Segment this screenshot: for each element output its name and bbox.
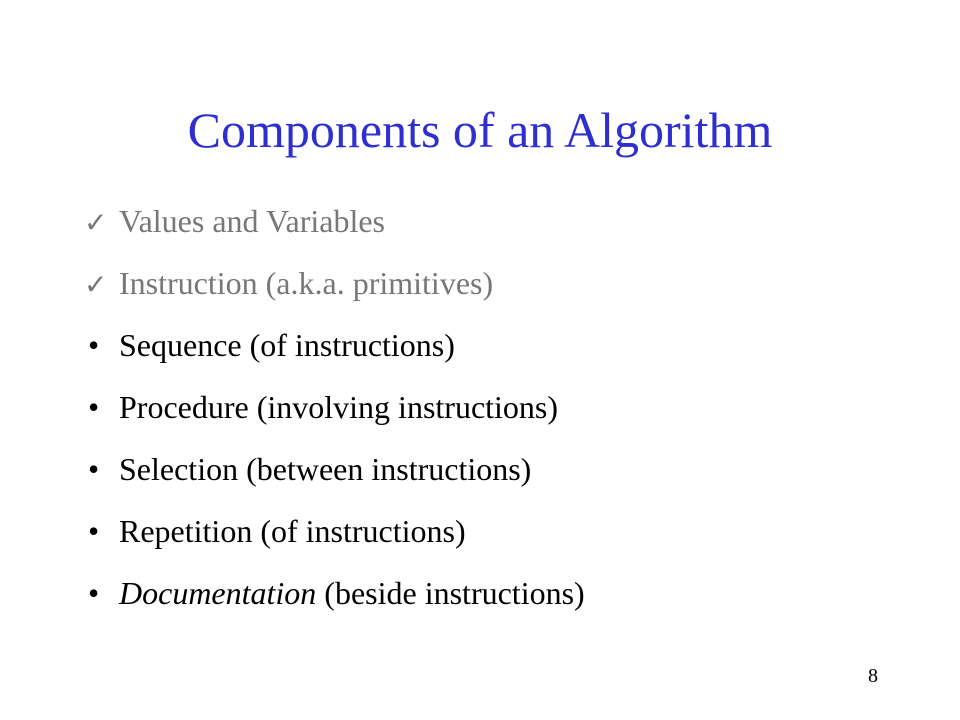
list-item-text [119, 314, 455, 376]
list-item-label: Procedure (involving instructions) [119, 389, 559, 425]
bullet-icon: • [88, 451, 100, 487]
list-item-text [119, 438, 531, 500]
list-item [84, 252, 585, 314]
page-number: 8 [868, 665, 878, 687]
list-item-text [119, 252, 493, 314]
list-item [84, 314, 585, 376]
list-item-label: Sequence (of instructions) [119, 327, 455, 363]
list-item-text [119, 376, 558, 438]
bullet-icon: • [88, 389, 100, 425]
list-item-emphasis: Documentation [119, 575, 317, 611]
bullet-icon: • [88, 513, 100, 549]
list-item [84, 562, 585, 624]
bullet-list [84, 190, 585, 624]
slide-title: Components of an Algorithm [187, 102, 773, 158]
list-item-text [119, 500, 466, 562]
list-item-text [119, 190, 385, 252]
list-item-label: Selection (between instructions) [119, 451, 532, 487]
bullet-icon: • [88, 575, 100, 611]
list-item [84, 190, 585, 252]
list-item-label: (beside instructions) [316, 575, 585, 611]
list-item [84, 500, 585, 562]
list-item-label: Instruction (a.k.a. primitives) [119, 265, 494, 301]
list-item-text [119, 562, 585, 624]
list-item-label: Values and Variables [119, 203, 385, 239]
bullet-icon: • [88, 327, 100, 363]
list-item [84, 438, 585, 500]
list-item [84, 376, 585, 438]
check-icon: ✓ [84, 206, 108, 239]
list-item-label: Repetition (of instructions) [119, 513, 466, 549]
check-icon: ✓ [84, 268, 108, 301]
